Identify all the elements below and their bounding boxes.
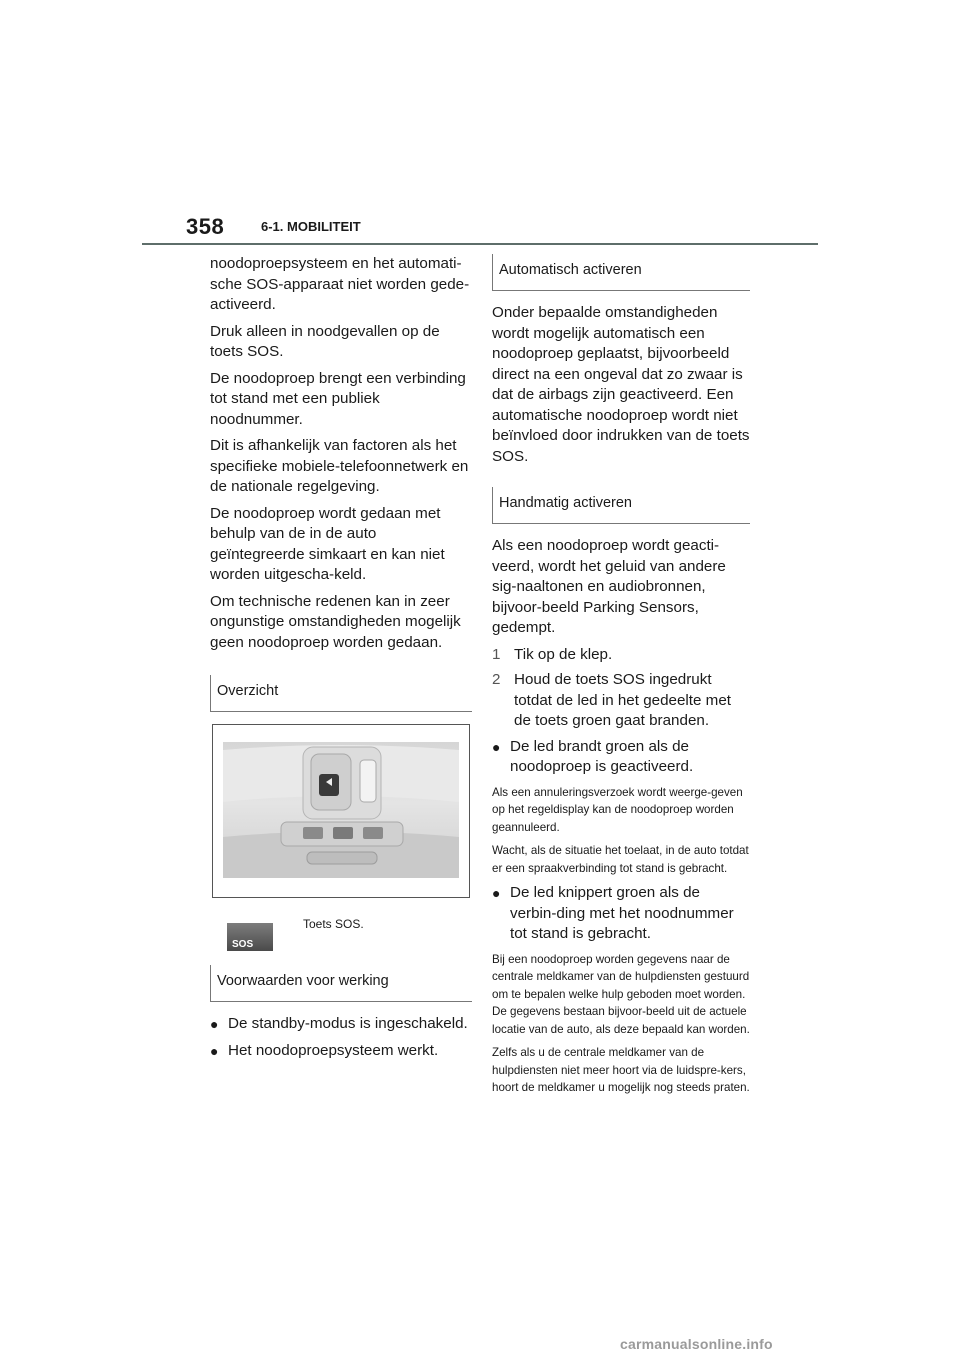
heading-manual: Handmatig activeren — [492, 487, 750, 524]
section-label: 6-1. MOBILITEIT — [261, 219, 361, 234]
note-paragraph: Zelfs als u de centrale meldkamer van de hulpdiensten niet meer hoort via de luidspre-kers, hoort de meldkamer u mogelijk nog steeds praten. — [492, 1046, 750, 1094]
bullet-icon: ● — [492, 738, 501, 755]
right-column — [492, 254, 750, 1103]
step-item — [492, 645, 750, 666]
paragraph: De noodoproep wordt gedaan met behulp van de in de auto geïntegreerde simkaart en kan niet worden uitgescha-keld. — [210, 504, 445, 583]
bullet-text: Het noodoproepsysteem werkt. — [228, 1041, 439, 1059]
bullet-icon: ● — [210, 1016, 219, 1032]
bullet-icon: ● — [492, 885, 501, 901]
paragraph: Onder bepaalde omstandigheden wordt mogelijk automatisch een noodoproep geplaatst, bijvoorbeeld direct na een ongeval dat zo zwaar is dat de airbags zijn geactiveerd. Een automatische noodoproep wordt niet beïnvloed door indrukken van de toets SOS. — [492, 304, 750, 465]
note-paragraph: Als een annuleringsverzoek wordt weerge-geven op het regeldisplay kan de noodoproep worden geannuleerd. — [492, 785, 743, 834]
bullet-text: De standby-modus is ingeschakeld. — [228, 1015, 468, 1032]
console-image — [223, 742, 459, 878]
header-rule — [142, 243, 818, 245]
paragraph: Dit is afhankelijk van factoren als het specifieke mobiele-telefoonnetwerk en de nationale regelgeving. — [210, 437, 469, 495]
list-item — [210, 1041, 472, 1062]
note-paragraph: Bij een noodoproep worden gegevens naar de centrale meldkamer van de hulpdiensten gestuurd om te bepalen welke hulp geboden moet worden. De gegevens bestaan bijvoor-beeld uit de actuele locatie van de auto, als deze bepaald kan worden. — [492, 952, 750, 1036]
heading-overview: Overzicht — [210, 675, 472, 712]
step-text: Tik op de klep. — [514, 645, 613, 663]
paragraph: De noodoproep brengt een verbinding tot stand met een publiek noodnummer. — [210, 369, 466, 428]
note-paragraph: Wacht, als de situatie het toelaat, in de auto totdat er een spraakverbinding tot stand is gebracht. — [492, 844, 749, 875]
overhead-console-illustration — [212, 724, 470, 898]
sos-button-icon — [227, 923, 273, 951]
step-item — [492, 670, 750, 732]
bullet-icon: ● — [210, 1042, 219, 1059]
paragraph: noodoproepsysteem en het automati-sche SOS-apparaat niet worden gede-activeerd. — [210, 255, 470, 313]
bullet-text: De led brandt groen als de noodoproep is geactiveerd. — [510, 737, 694, 775]
heading-conditions: Voorwaarden voor werking — [210, 965, 472, 1002]
list-item — [492, 737, 750, 778]
sos-caption: Toets SOS. — [303, 917, 364, 931]
sos-thumb-label: SOS — [232, 939, 254, 950]
step-number: 2 — [492, 671, 501, 688]
heading-auto: Automatisch activeren — [492, 254, 750, 291]
paragraph: Druk alleen in noodgevallen op de toets SOS. — [210, 322, 440, 360]
watermark: carmanualsonline.info — [620, 1336, 773, 1352]
step-text: Houd de toets SOS ingedrukt totdat de led in het gedeelte met de toets groen gaat branden. — [514, 671, 732, 729]
list-item — [210, 1014, 472, 1035]
paragraph: Als een noodoproep wordt geacti-veerd, wordt het geluid van andere sig-naaltonen en audiobronnen, bijvoor-beeld Parking Sensors, gedempt. — [492, 537, 726, 636]
page-number: 358 — [186, 214, 225, 239]
console-drawing — [223, 742, 459, 878]
paragraph: Om technische redenen kan in zeer ongunstige omstandigheden mogelijk geen noodoproep worden gedaan. — [210, 592, 461, 651]
left-column — [210, 254, 472, 1067]
step-number: 1 — [492, 645, 501, 663]
sos-legend — [210, 916, 472, 951]
bullet-text: De led knippert groen als de verbin-ding met het noodnummer tot stand is gebracht. — [510, 884, 734, 942]
list-item — [492, 883, 750, 945]
